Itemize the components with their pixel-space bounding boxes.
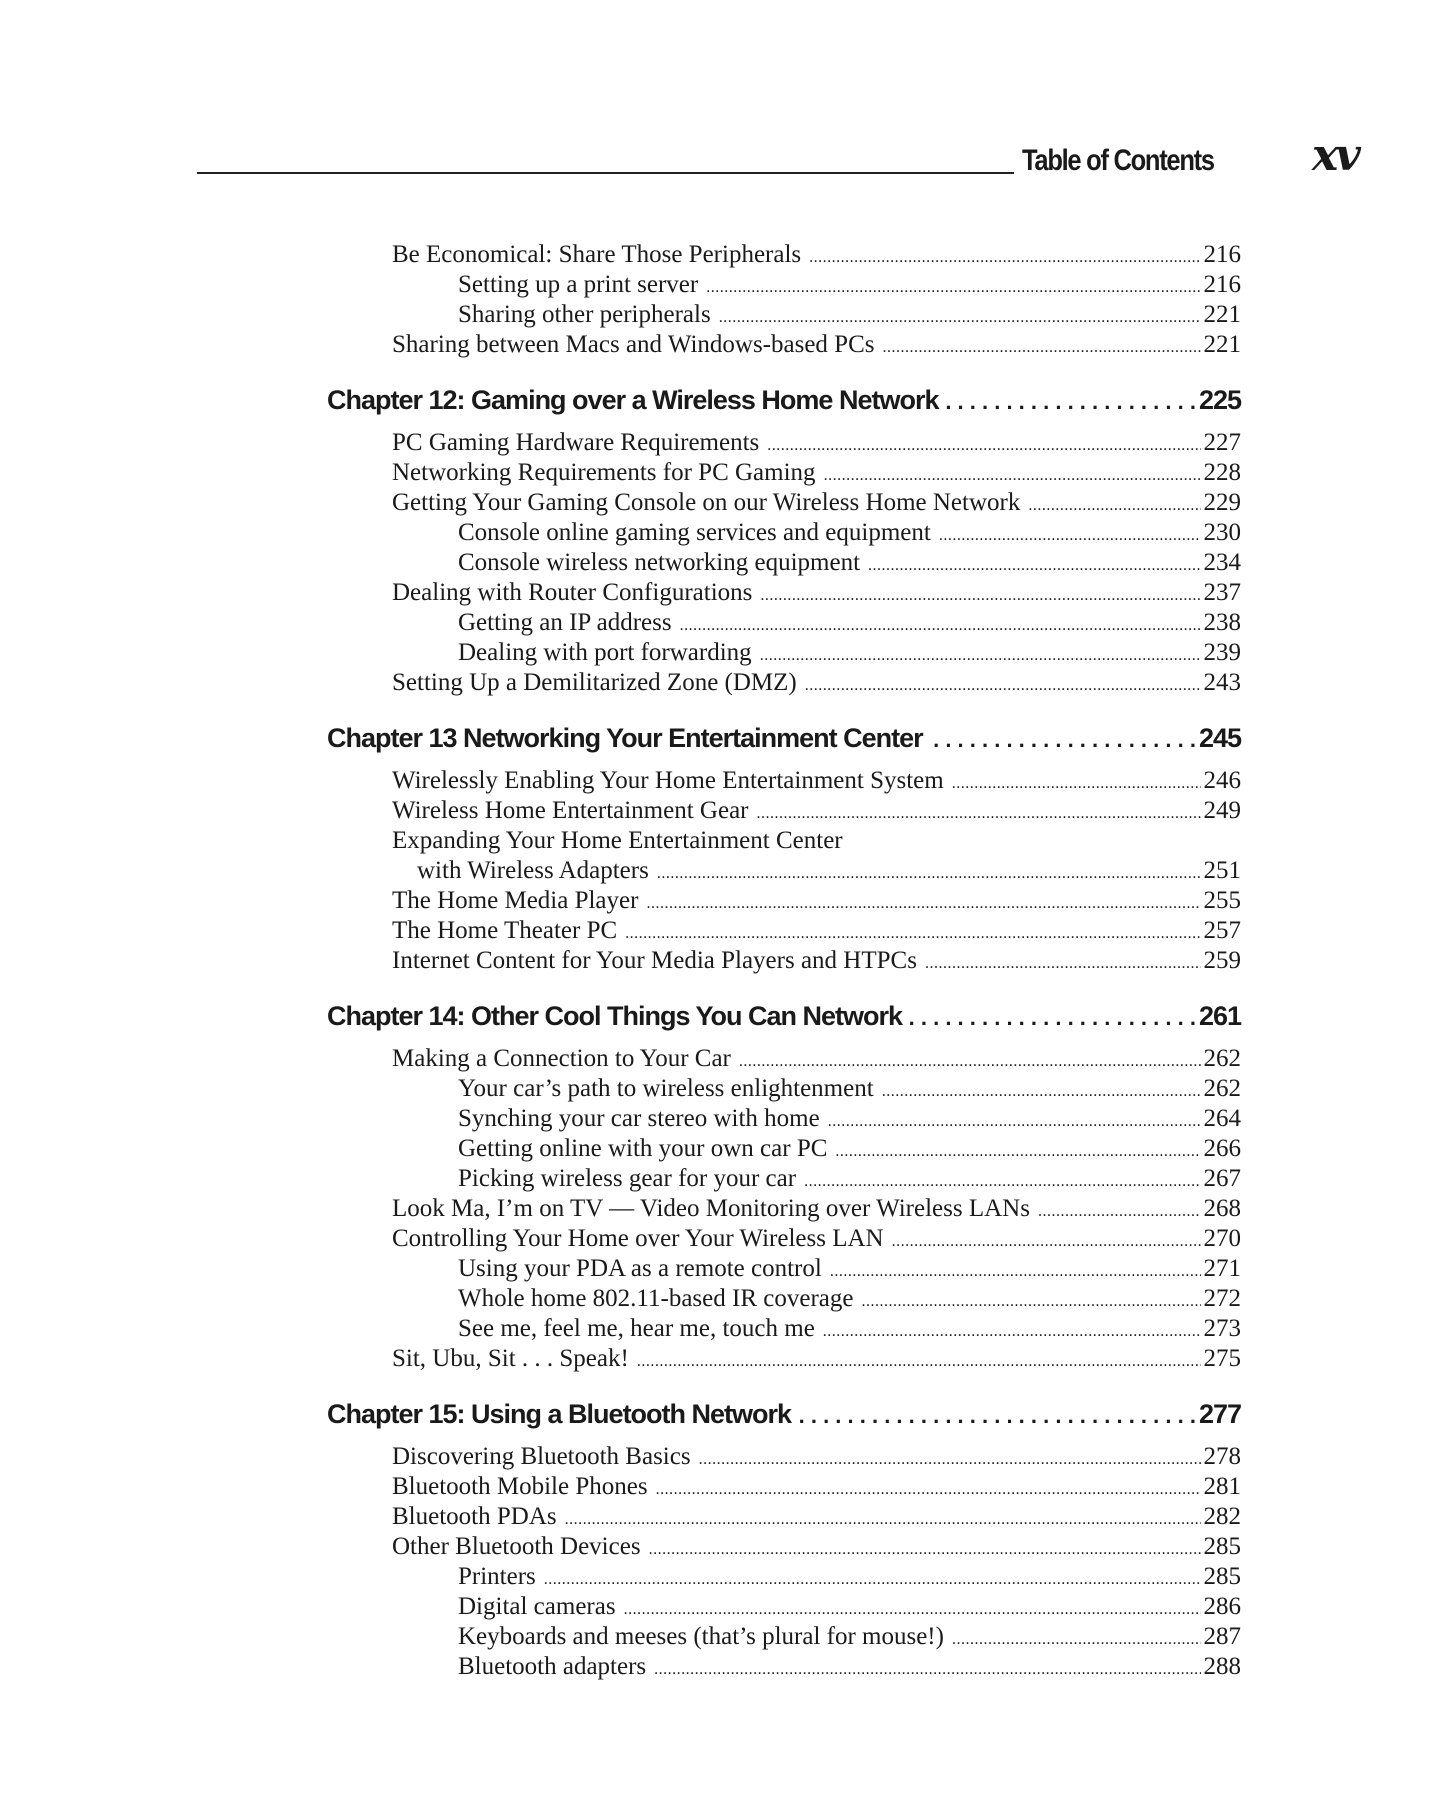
entry-title: Other Bluetooth Devices bbox=[392, 1533, 641, 1560]
toc-entry bbox=[327, 608, 1241, 638]
dot-leader bbox=[565, 1505, 1201, 1535]
entry-page-number: 286 bbox=[1203, 1593, 1241, 1620]
toc-entry-continuation bbox=[327, 856, 1241, 886]
entry-title: Networking Requirements for PC Gaming bbox=[392, 459, 816, 486]
toc-entry bbox=[327, 796, 1241, 826]
entry-page-number: 216 bbox=[1203, 241, 1241, 268]
entry-page-number: 275 bbox=[1203, 1345, 1241, 1372]
dot-leader bbox=[656, 1475, 1201, 1505]
dot-leader bbox=[861, 1287, 1200, 1317]
entry-title: Be Economical: Share Those Peripherals bbox=[392, 241, 802, 268]
entry-title: Look Ma, I’m on TV — Video Monitoring over Wireless LANs bbox=[392, 1195, 1030, 1222]
dot-leader bbox=[646, 889, 1200, 919]
entry-title: PC Gaming Hardware Requirements bbox=[392, 429, 760, 456]
dot-leader bbox=[828, 1107, 1201, 1137]
toc-entry bbox=[327, 270, 1241, 300]
toc-entry bbox=[327, 1284, 1241, 1314]
entry-title: Getting an IP address bbox=[458, 609, 672, 636]
toc-entry bbox=[327, 330, 1241, 360]
dot-leader bbox=[835, 1137, 1200, 1167]
toc-entry bbox=[327, 1164, 1241, 1194]
entry-page-number: 282 bbox=[1203, 1503, 1241, 1530]
page-folio: xv bbox=[1312, 130, 1358, 181]
toc-entry bbox=[327, 1472, 1241, 1502]
dot-leader bbox=[760, 581, 1200, 611]
entry-page-number: 249 bbox=[1203, 797, 1241, 824]
dot-leader bbox=[939, 521, 1201, 551]
entry-title: Getting Your Gaming Console on our Wireless Home Network bbox=[392, 489, 1021, 516]
entry-page-number: 246 bbox=[1203, 767, 1241, 794]
toc-entry bbox=[327, 1652, 1241, 1682]
toc-entry bbox=[327, 1254, 1241, 1284]
entry-title: Picking wireless gear for your car bbox=[458, 1165, 797, 1192]
entry-title: Bluetooth adapters bbox=[458, 1653, 647, 1680]
entry-title: Sharing between Macs and Windows-based PCs bbox=[392, 331, 875, 358]
toc-entry bbox=[327, 488, 1241, 518]
toc-entry bbox=[327, 1104, 1241, 1134]
toc-entry bbox=[327, 240, 1241, 270]
toc-entry bbox=[327, 1622, 1241, 1652]
entry-title: Whole home 802.11-based IR coverage bbox=[458, 1285, 854, 1312]
entry-page-number: 251 bbox=[1203, 857, 1241, 884]
chapter-heading bbox=[327, 1399, 1241, 1429]
dot-leader bbox=[925, 949, 1201, 979]
entry-page-number: 257 bbox=[1203, 917, 1241, 944]
entry-title: The Home Theater PC bbox=[392, 917, 618, 944]
entry-page-number: 278 bbox=[1203, 1443, 1241, 1470]
entry-title: Wirelessly Enabling Your Home Entertainment System bbox=[392, 767, 944, 794]
toc-entry bbox=[327, 1502, 1241, 1532]
toc-entry bbox=[327, 1224, 1241, 1254]
dot-leader bbox=[1028, 491, 1200, 521]
toc-entry bbox=[327, 886, 1241, 916]
dot-leader bbox=[760, 641, 1201, 671]
entry-page-number: 288 bbox=[1203, 1653, 1241, 1680]
running-head-title: Table of Contents bbox=[1022, 144, 1214, 177]
dot-leader bbox=[882, 1077, 1201, 1107]
entry-title: Getting online with your own car PC bbox=[458, 1135, 828, 1162]
dot-leader bbox=[799, 1401, 1196, 1431]
toc-entry bbox=[327, 548, 1241, 578]
chapter-page-number: 245 bbox=[1198, 723, 1241, 753]
toc-entry bbox=[327, 916, 1241, 946]
dot-leader bbox=[649, 1535, 1201, 1565]
entry-title: Dealing with Router Configurations bbox=[392, 579, 753, 606]
entry-page-number: 273 bbox=[1203, 1315, 1241, 1342]
chapter-heading bbox=[327, 723, 1241, 753]
chapter-title: Chapter 14: Other Cool Things You Can Network bbox=[327, 1001, 903, 1031]
entry-title: Setting Up a Demilitarized Zone (DMZ) bbox=[392, 669, 797, 696]
entry-title: Synching your car stereo with home bbox=[458, 1105, 820, 1132]
entry-page-number: 259 bbox=[1203, 947, 1241, 974]
entry-page-number: 238 bbox=[1203, 609, 1241, 636]
dot-leader bbox=[952, 769, 1201, 799]
entry-page-number: 228 bbox=[1203, 459, 1241, 486]
entry-title: Internet Content for Your Media Players and HTPCs bbox=[392, 947, 917, 974]
dot-leader bbox=[654, 1655, 1200, 1685]
entry-page-number: 227 bbox=[1203, 429, 1241, 456]
entry-page-number: 262 bbox=[1203, 1045, 1241, 1072]
dot-leader bbox=[830, 1257, 1201, 1287]
entry-title: Sit, Ubu, Sit . . . Speak! bbox=[392, 1345, 629, 1372]
entry-page-number: 237 bbox=[1203, 579, 1241, 606]
toc-entry bbox=[327, 638, 1241, 668]
dot-leader bbox=[706, 273, 1200, 303]
entry-page-number: 272 bbox=[1203, 1285, 1241, 1312]
toc-entry bbox=[327, 1344, 1241, 1374]
entry-page-number: 229 bbox=[1203, 489, 1241, 516]
entry-page-number: 267 bbox=[1203, 1165, 1241, 1192]
toc-entry bbox=[327, 1562, 1241, 1592]
dot-leader bbox=[767, 431, 1200, 461]
dot-leader bbox=[680, 611, 1201, 641]
toc-entry bbox=[327, 1442, 1241, 1472]
toc-entry bbox=[327, 1532, 1241, 1562]
entry-page-number: 221 bbox=[1203, 331, 1241, 358]
dot-leader bbox=[805, 671, 1201, 701]
entry-title-continuation: with Wireless Adapters bbox=[417, 857, 649, 884]
toc-entry bbox=[327, 300, 1241, 330]
toc-entry bbox=[327, 578, 1241, 608]
toc-entry bbox=[327, 458, 1241, 488]
dot-leader bbox=[757, 799, 1201, 829]
dot-leader bbox=[699, 1445, 1201, 1475]
entry-page-number: 239 bbox=[1203, 639, 1241, 666]
toc-entry bbox=[327, 518, 1241, 548]
chapter-page-number: 261 bbox=[1198, 1001, 1241, 1031]
entry-title: Console online gaming services and equipment bbox=[458, 519, 931, 546]
dot-leader bbox=[910, 1003, 1196, 1033]
entry-page-number: 262 bbox=[1203, 1075, 1241, 1102]
entry-page-number: 266 bbox=[1203, 1135, 1241, 1162]
chapter-page-number: 225 bbox=[1198, 385, 1241, 415]
dot-leader bbox=[1038, 1197, 1201, 1227]
dot-leader bbox=[823, 1317, 1201, 1347]
entry-title: See me, feel me, hear me, touch me bbox=[458, 1315, 815, 1342]
entry-title: Wireless Home Entertainment Gear bbox=[392, 797, 749, 824]
entry-page-number: 270 bbox=[1203, 1225, 1241, 1252]
entry-page-number: 285 bbox=[1203, 1533, 1241, 1560]
entry-title: Your car’s path to wireless enlightenment bbox=[458, 1075, 874, 1102]
dot-leader bbox=[625, 919, 1200, 949]
toc-entry bbox=[327, 826, 1241, 856]
chapter-title: Chapter 13 Networking Your Entertainment Center bbox=[327, 723, 923, 753]
dot-leader bbox=[868, 551, 1200, 581]
chapter-heading bbox=[327, 385, 1241, 415]
entry-title: Sharing other peripherals bbox=[458, 301, 711, 328]
chapter-page-number: 277 bbox=[1198, 1399, 1241, 1429]
toc-entry bbox=[327, 428, 1241, 458]
dot-leader bbox=[809, 243, 1200, 273]
toc-entry bbox=[327, 766, 1241, 796]
entry-title: Digital cameras bbox=[458, 1593, 616, 1620]
entry-title: Console wireless networking equipment bbox=[458, 549, 861, 576]
entry-page-number: 264 bbox=[1203, 1105, 1241, 1132]
dot-leader bbox=[804, 1167, 1200, 1197]
dot-leader bbox=[657, 859, 1201, 889]
dot-leader bbox=[824, 461, 1201, 491]
entry-page-number: 281 bbox=[1203, 1473, 1241, 1500]
table-of-contents bbox=[327, 240, 1241, 1682]
dot-leader bbox=[624, 1595, 1201, 1625]
entry-title: Controlling Your Home over Your Wireless LAN bbox=[392, 1225, 884, 1252]
toc-entry bbox=[327, 946, 1241, 976]
entry-title: Keyboards and meeses (that’s plural for mouse!) bbox=[458, 1623, 944, 1650]
toc-entry bbox=[327, 1314, 1241, 1344]
entry-title: Setting up a print server bbox=[458, 271, 699, 298]
dot-leader bbox=[931, 725, 1196, 755]
dot-leader bbox=[544, 1565, 1201, 1595]
toc-entry bbox=[327, 1134, 1241, 1164]
entry-page-number: 268 bbox=[1203, 1195, 1241, 1222]
entry-page-number: 285 bbox=[1203, 1563, 1241, 1590]
toc-entry bbox=[327, 668, 1241, 698]
entry-page-number: 230 bbox=[1203, 519, 1241, 546]
dot-leader bbox=[946, 387, 1195, 417]
chapter-title: Chapter 15: Using a Bluetooth Network bbox=[327, 1399, 792, 1429]
dot-leader bbox=[719, 303, 1201, 333]
entry-page-number: 234 bbox=[1203, 549, 1241, 576]
dot-leader bbox=[952, 1625, 1201, 1655]
entry-title: Dealing with port forwarding bbox=[458, 639, 752, 666]
entry-title: Printers bbox=[458, 1563, 536, 1590]
entry-title: Making a Connection to Your Car bbox=[392, 1045, 731, 1072]
dot-leader bbox=[637, 1347, 1201, 1377]
entry-page-number: 255 bbox=[1203, 887, 1241, 914]
dot-leader bbox=[892, 1227, 1201, 1257]
entry-title: Bluetooth Mobile Phones bbox=[392, 1473, 648, 1500]
entry-title: Using your PDA as a remote control bbox=[458, 1255, 822, 1282]
entry-title: Bluetooth PDAs bbox=[392, 1503, 557, 1530]
dot-leader bbox=[882, 333, 1200, 363]
entry-page-number: 287 bbox=[1203, 1623, 1241, 1650]
entry-title: The Home Media Player bbox=[392, 887, 639, 914]
dot-leader bbox=[739, 1047, 1201, 1077]
toc-entry bbox=[327, 1592, 1241, 1622]
entry-page-number: 271 bbox=[1203, 1255, 1241, 1282]
toc-entry bbox=[327, 1194, 1241, 1224]
entry-page-number: 243 bbox=[1203, 669, 1241, 696]
toc-entry bbox=[327, 1074, 1241, 1104]
entry-title: Discovering Bluetooth Basics bbox=[392, 1443, 691, 1470]
chapter-title: Chapter 12: Gaming over a Wireless Home Network bbox=[327, 385, 939, 415]
chapter-heading bbox=[327, 1001, 1241, 1031]
header-rule bbox=[197, 172, 1014, 174]
entry-title: Expanding Your Home Entertainment Center bbox=[392, 827, 843, 854]
entry-page-number: 216 bbox=[1203, 271, 1241, 298]
entry-page-number: 221 bbox=[1203, 301, 1241, 328]
toc-entry bbox=[327, 1044, 1241, 1074]
